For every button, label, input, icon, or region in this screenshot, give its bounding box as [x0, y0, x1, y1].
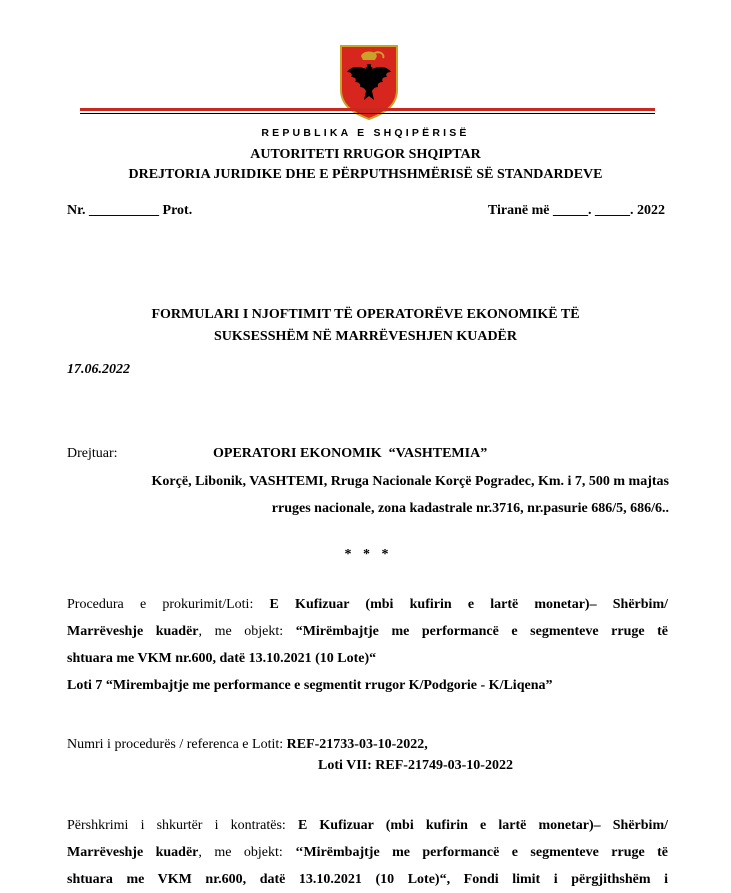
header-red-rule	[80, 108, 655, 111]
procedure-section	[67, 591, 668, 699]
header-black-rule	[80, 113, 655, 114]
republic-heading: REPUBLIKA E SHQIPËRISË	[261, 127, 470, 139]
procedure-lot-text: Loti 7 “Mirembajtje me performance e segmentit rrugor K/Podgorie - K/Liqena”	[67, 678, 553, 693]
description-object: ‘‘Mirëmbajtje me performancë e segmenteve rruge të	[295, 845, 668, 860]
procedure-lot	[67, 672, 668, 699]
addressee-address-line2: rruges nacionale, zona kadastrale nr.3716, nr.pasurie 686/5, 686/6..	[271, 501, 669, 516]
form-title-line1: FORMULARI I NJOFTIMIT TË OPERATORËVE EKONOMIKË TË	[151, 307, 580, 322]
addressee-address-line1: Korçë, Libonik, VASHTEMI, Rruga Nacionale Korçë Pogradec, Km. i 7, 500 m majtas	[151, 474, 669, 489]
place-date: Tiranë më _____. _____. 2022	[487, 203, 665, 218]
procedure-vkm: shtuara me VKM nr.600, datë 13.10.2021 (10 Lote)“	[67, 651, 377, 666]
procedure-framework: Marrëveshje kuadër	[67, 624, 199, 639]
procedure-object: “Mirëmbajtje me performancë e segmenteve rruge të	[295, 624, 669, 639]
description-object-label: , me objekt:	[198, 845, 283, 860]
authority-heading: AUTORITETI RRUGOR SHQIPTAR	[250, 147, 481, 162]
description-line2	[67, 839, 668, 866]
description-vkm: shtuara me VKM nr.600, datë 13.10.2021 (10 Lote)“, Fondi limit i përgjithshëm i	[67, 872, 668, 887]
section-separator: * * *	[344, 547, 393, 562]
reference-value1: REF-21733-03-10-2022,	[286, 737, 428, 752]
procedure-line3	[67, 645, 668, 672]
protocol-number: Nr. __________ Prot.	[67, 203, 193, 218]
document-date: 17.06.2022	[67, 362, 130, 377]
reference-section	[67, 731, 668, 758]
description-label: Përshkrimi i shkurtër i kontratës:	[67, 818, 286, 833]
form-title	[0, 304, 731, 348]
directorate-heading: DREJTORIA JURIDIKE DHE E PËRPUTHSHMËRISË SË STANDARDEVE	[128, 167, 603, 182]
description-framework: Marrëveshje kuadër	[67, 845, 199, 860]
addressee-name: OPERATORI EKONOMIK “VASHTEMIA”	[213, 446, 488, 461]
procedure-line1	[67, 591, 668, 618]
reference-label: Numri i procedurës / referenca e Lotit:	[67, 737, 284, 752]
form-title-line2: SUKSESSHËM NË MARRËVESHJEN KUADËR	[214, 329, 517, 344]
procedure-type: E Kufizuar (mbi kufirin e lartë monetar)– Shërbim/	[269, 597, 668, 612]
procedure-label: Procedura e prokurimit/Loti:	[67, 597, 254, 612]
procedure-line2	[67, 618, 668, 645]
description-line1	[67, 812, 668, 839]
description-section	[67, 812, 668, 893]
addressee-label: Drejtuar:	[67, 446, 118, 461]
description-line3	[67, 866, 668, 893]
reference-value2: Loti VII: REF-21749-03-10-2022	[318, 758, 513, 773]
description-type: E Kufizuar (mbi kufirin e lartë monetar)– Shërbim/	[297, 818, 668, 833]
procedure-object-label: , me objekt:	[198, 624, 284, 639]
reference-line1	[67, 731, 668, 758]
